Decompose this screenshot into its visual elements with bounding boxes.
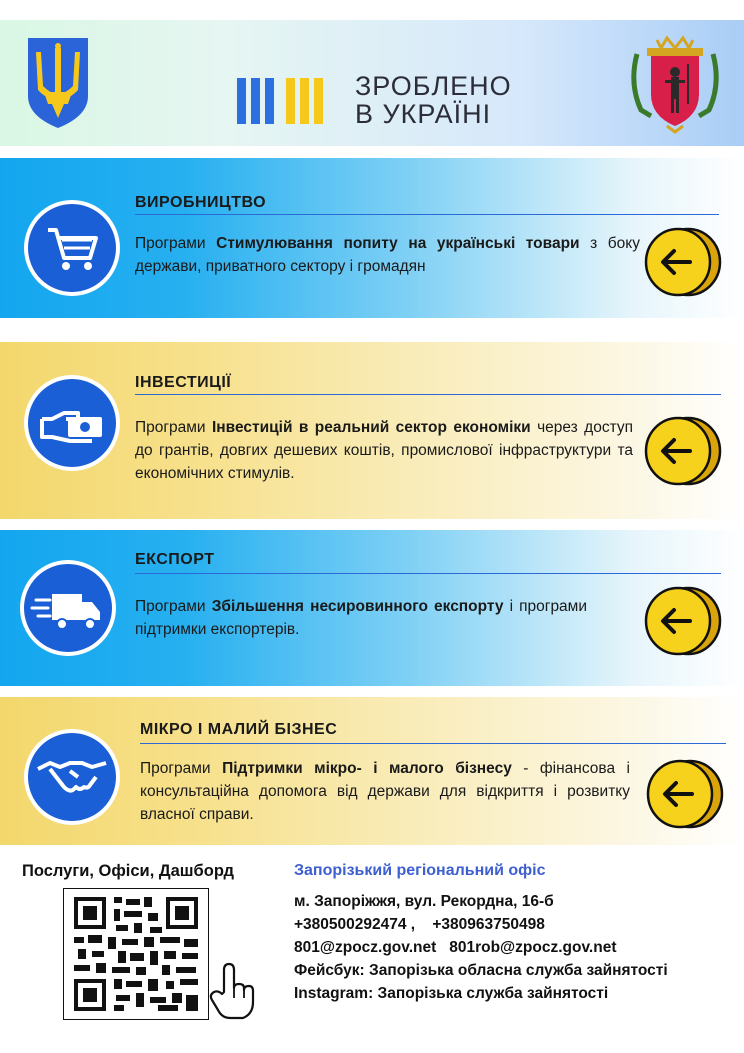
section-divider xyxy=(135,214,719,215)
section-divider xyxy=(135,394,721,395)
money-hand-icon xyxy=(28,379,116,467)
section-icon-circle xyxy=(20,560,116,656)
qr-code[interactable] xyxy=(63,888,209,1020)
back-arrow-coin-icon[interactable] xyxy=(642,414,722,488)
back-arrow-coin-icon[interactable] xyxy=(644,757,724,831)
office-phones: +380500292474 , +380963750498 xyxy=(294,916,545,933)
section-icon-circle xyxy=(24,200,120,296)
services-heading: Послуги, Офіси, Дашборд xyxy=(22,862,234,880)
section-title: ВИРОБНИЦТВО xyxy=(135,194,267,211)
back-arrow-coin-icon[interactable] xyxy=(642,225,722,299)
section-title: МІКРО І МАЛИЙ БІЗНЕС xyxy=(140,721,338,738)
section-export xyxy=(0,530,744,686)
logo-text-line2: В УКРАЇНІ xyxy=(355,99,492,129)
section-icon-circle xyxy=(24,375,120,471)
office-title: Запорізький регіональний офіс xyxy=(294,862,546,879)
section-title: ІНВЕСТИЦІЇ xyxy=(135,374,232,391)
office-emails: 801@zpocz.gov.net 801rob@zpocz.gov.net xyxy=(294,939,617,956)
pointing-hand-icon xyxy=(208,962,256,1022)
delivery-truck-icon xyxy=(24,564,112,652)
back-arrow-coin-icon[interactable] xyxy=(642,584,722,658)
section-divider xyxy=(135,573,721,574)
qr-code-image xyxy=(64,889,208,1019)
section-description: Програми Підтримки мікро- і малого бізнесу - фінансова і консультаційна допомога від держави для відкриття і розвитку власної справи. xyxy=(140,760,630,823)
section-small-business xyxy=(0,697,744,845)
logo-text xyxy=(355,72,512,128)
office-instagram: Instagram: Запорізька служба зайнятості xyxy=(294,985,609,1002)
zaporizhzhia-coat-of-arms-icon xyxy=(627,34,723,134)
ukraine-trident-icon xyxy=(22,34,94,130)
section-title: ЕКСПОРТ xyxy=(135,551,215,568)
office-address: м. Запоріжжя, вул. Рекордна, 16-б xyxy=(294,893,554,910)
logo-text-line1: ЗРОБЛЕНО xyxy=(355,71,512,101)
office-facebook: Фейсбук: Запорізька обласна служба зайнятості xyxy=(294,962,668,979)
handshake-icon xyxy=(28,733,116,821)
section-icon-circle xyxy=(24,729,120,825)
section-description: Програми Стимулювання попиту на українські товари з боку держави, приватного сектору і громадян xyxy=(135,235,640,275)
section-description: Програми Інвестицій в реальний сектор економіки через доступ до грантів, довгих дешевих коштів, промислової інфраструктури та економічних стимулів. xyxy=(135,419,633,482)
shopping-cart-icon xyxy=(28,204,116,292)
section-investments xyxy=(0,342,744,519)
section-production xyxy=(0,158,744,318)
section-description: Програми Збільшення несировинного експорту і програми підтримки експортерів. xyxy=(135,598,587,638)
header-banner xyxy=(0,20,744,146)
section-divider xyxy=(140,743,726,744)
